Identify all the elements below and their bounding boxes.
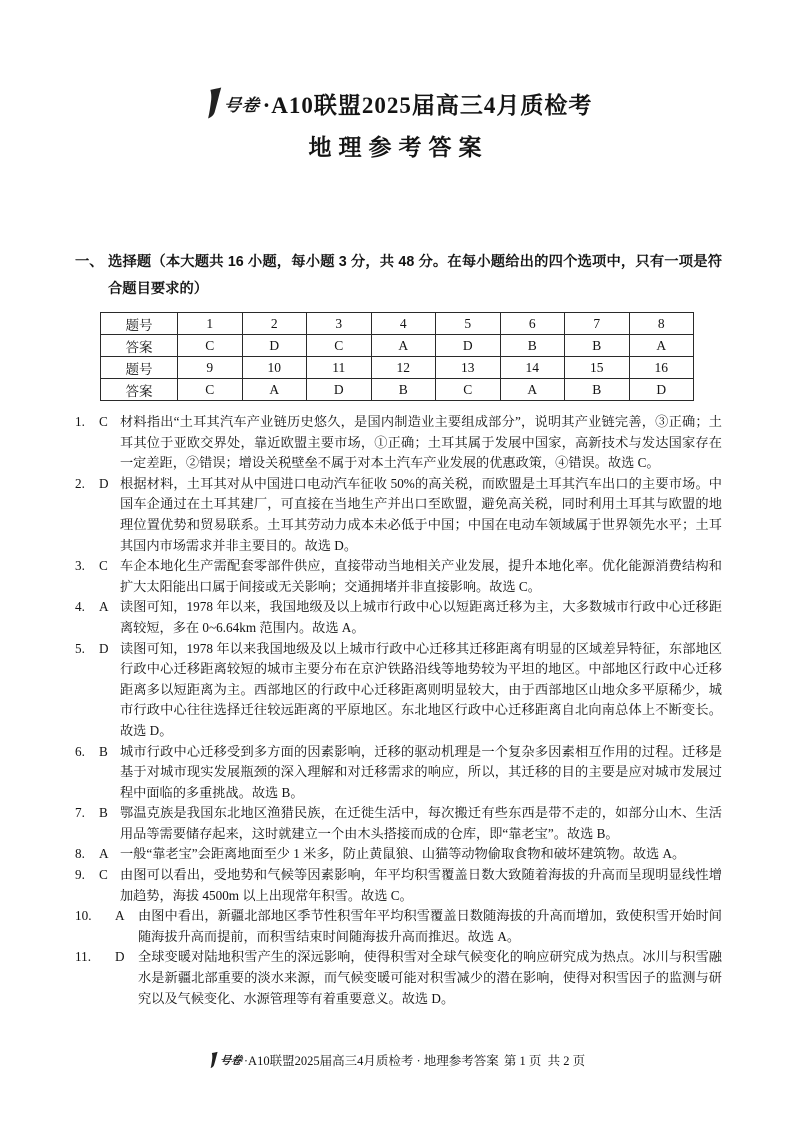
footer-page-info: 第 1 页 共 2 页 <box>503 1054 586 1068</box>
explanation-item-9 <box>75 865 722 906</box>
answer-cell: B <box>565 335 630 357</box>
explanation-item-6 <box>75 742 722 804</box>
item-explanation: 城市行政中心迁移受到多方面的因素影响，迁移的驱动机理是一个复杂多因素相互作用的过程。迁移是基于对城市现实发展瓶颈的深入理解和对迁移需求的响应，所以，其迁移的目的主要是应对城市发展过程中面临的多重挑战。故选 B。 <box>120 743 722 800</box>
item-explanation: 由图可以看出，受地势和气候等因素影响，年平均积雪覆盖日数大致随着海拔的升高而呈现明显线性增加趋势，海拔 4500m 以上出现常年积雪。故选 C。 <box>120 867 722 903</box>
brand-logo-text: 号卷 <box>221 95 261 115</box>
section-heading <box>75 249 722 303</box>
answer-cell: D <box>242 335 307 357</box>
item-explanation: 读图可知，1978 年以来我国地级及以上城市行政中心迁移其迁移距离有明显的区域差异特征，东部地区行政中心迁移距离较短的城市主要分布在京沪铁路沿线等地势较为平坦的地区。中部地区行政中心迁移距离多以短距离为主。西部地区的行政中心迁移距离则明显较大，由于西部地区山地众多平原稀少，城市行政中心往往选择迁往较远距离的平原地区。东北地区行政中心迁移距离自北向南总体上不断变长。故选 D。 <box>120 640 722 738</box>
question-number-cell: 10 <box>242 357 307 379</box>
page-footer <box>0 1051 794 1069</box>
explanation-item-3 <box>75 556 722 597</box>
answer-cell: A <box>500 379 565 401</box>
answer-cell: B <box>371 379 436 401</box>
answer-cell: B <box>565 379 630 401</box>
question-number-cell: 13 <box>436 357 501 379</box>
question-number-cell: 15 <box>565 357 630 379</box>
item-number: 11. <box>75 949 91 965</box>
answer-cell: B <box>500 335 565 357</box>
item-number: 7. <box>75 805 85 821</box>
question-number-cell: 5 <box>436 313 501 335</box>
answer-cell: C <box>178 335 243 357</box>
question-number-cell: 14 <box>500 357 565 379</box>
section-marker: 一、 <box>75 254 104 270</box>
question-number-cell: 11 <box>307 357 372 379</box>
explanation-list <box>75 412 722 1009</box>
question-number-cell: 16 <box>629 357 694 379</box>
item-explanation: 由图中看出，新疆北部地区季节性积雪年平均积雪覆盖日数随海拔的升高而增加，致使积雪开始时间随海拔升高而提前，而积雪结束时间随海拔升高而推迟。故选 A。 <box>138 908 722 944</box>
explanation-item-1 <box>75 412 722 474</box>
answer-cell: A <box>371 335 436 357</box>
explanation-item-11 <box>75 947 722 1009</box>
item-explanation: 根据材料，土耳其对从中国进口电动汽车征收 50%的高关税，而欧盟是土耳其汽车出口的主要市场。中国车企通过在土耳其建厂，可直接在当地生产并出口至欧盟，避免高关税，同时利用土耳其与欧盟的地理位置优势和贸易联系。土耳其劳动力成本未必低于中国；中国在电动车领域属于世界领先水平；土耳其国内市场需求并非主要目的。故选 D。 <box>120 475 722 553</box>
answer-cell: A <box>629 335 694 357</box>
explanation-item-10 <box>75 906 722 947</box>
row-header-cell: 题号 <box>101 357 178 379</box>
answer-subtitle: 地理参考答案 <box>308 135 489 160</box>
item-answer: C <box>99 867 108 883</box>
item-answer: C <box>99 558 108 574</box>
answer-cell: C <box>178 379 243 401</box>
question-number-cell: 6 <box>500 313 565 335</box>
item-number: 9. <box>75 867 85 883</box>
explanation-item-5 <box>75 639 722 742</box>
brush-numeral-1-icon <box>209 1051 218 1069</box>
answer-cell: D <box>436 335 501 357</box>
item-number: 6. <box>75 743 85 759</box>
row-header-cell: 题号 <box>101 313 178 335</box>
item-number: 3. <box>75 558 85 574</box>
question-number-cell: 12 <box>371 357 436 379</box>
question-number-cell: 3 <box>307 313 372 335</box>
explanation-item-4 <box>75 597 722 638</box>
answer-cell: D <box>307 379 372 401</box>
row-header-cell: 答案 <box>101 335 178 357</box>
row-header-cell: 答案 <box>101 379 178 401</box>
item-number: 10. <box>75 908 92 924</box>
answer-cell: C <box>307 335 372 357</box>
item-explanation: 一般“靠老宝”会距离地面至少 1 米多，防止黄鼠狼、山猫等动物偷取食物和破坏建筑物。故选 A。 <box>120 846 686 862</box>
section-heading-text: 选择题（本大题共 16 小题，每小题 3 分，共 48 分。在每小题给出的四个选项中，只有一项是符合题目要求的） <box>108 254 722 297</box>
item-answer: D <box>115 949 125 965</box>
item-answer: A <box>99 846 109 862</box>
item-answer: D <box>99 640 109 656</box>
brush-numeral-1-icon <box>205 86 222 120</box>
question-number-cell: 9 <box>178 357 243 379</box>
answer-cell: D <box>629 379 694 401</box>
brand-logo <box>205 86 262 120</box>
question-number-cell: 4 <box>371 313 436 335</box>
explanation-item-8 <box>75 844 722 865</box>
table-row <box>101 313 694 335</box>
item-explanation: 材料指出“土耳其汽车产业链历史悠久，是国内制造业主要组成部分”，说明其产业链完善，③正确；土耳其位于亚欧交界处，靠近欧盟主要市场，①正确；土耳其属于发展中国家，高新技术与发达国家存在一定差距，②错误；增设关税壁垒不属于对本土汽车产业发展的优惠政策，④错误。故选 C。 <box>120 414 722 471</box>
question-number-cell: 8 <box>629 313 694 335</box>
item-answer: B <box>99 743 108 759</box>
table-row <box>101 379 694 401</box>
item-number: 4. <box>75 599 85 615</box>
item-explanation: 车企本地化生产需配套零部件供应，直接带动当地相关产业发展，提升本地化率。优化能源消费结构和扩大太阳能出口属于间接或无关影响；交通拥堵并非直接影响。故选 C。 <box>120 558 722 594</box>
explanation-item-2 <box>75 474 722 556</box>
explanation-item-7 <box>75 803 722 844</box>
item-explanation: 鄂温克族是我国东北地区渔猎民族，在迁徙生活中，每次搬迁有些东西是带不走的，如部分山木、生活用品等需要储存起来，这时就建立一个由木头搭接而成的仓库，即“靠老宝”。故选 B。 <box>120 805 722 841</box>
item-answer: C <box>99 414 108 429</box>
item-number: 5. <box>75 640 85 656</box>
exam-title: ·A10联盟2025届高三4月质检考 <box>262 92 593 118</box>
footer-brand-text: 号卷 <box>218 1055 243 1067</box>
item-answer: A <box>99 599 109 615</box>
item-answer: B <box>99 805 108 821</box>
table-row <box>101 357 694 379</box>
item-number: 2. <box>75 475 85 491</box>
item-explanation: 读图可知，1978 年以来，我国地级及以上城市行政中心以短距离迁移为主，大多数城市行政中心迁移距离较短，多在 0~6.64km 范围内。故选 A。 <box>120 599 722 635</box>
exam-title-line <box>75 86 722 120</box>
answer-cell: A <box>242 379 307 401</box>
question-number-cell: 1 <box>178 313 243 335</box>
item-answer: D <box>99 475 109 491</box>
item-answer: A <box>115 908 125 924</box>
answer-table <box>100 312 694 401</box>
doc-header <box>75 86 722 162</box>
item-explanation: 全球变暖对陆地积雪产生的深远影响，使得积雪对全球气候变化的响应研究成为热点。冰川与积雪融水是新疆北部重要的淡水来源，而气候变暖可能对积雪减少的潜在影响，使得对积雪因子的监测与研究以及气候变化、水源管理等有着重要意义。故选 D。 <box>138 949 722 1006</box>
item-number: 8. <box>75 846 85 862</box>
question-number-cell: 2 <box>242 313 307 335</box>
answer-cell: C <box>436 379 501 401</box>
question-number-cell: 7 <box>565 313 630 335</box>
item-number: 1. <box>75 414 85 429</box>
table-row <box>101 335 694 357</box>
footer-title-text: ·A10联盟2025届高三4月质检考 · 地理参考答案 <box>243 1054 502 1068</box>
